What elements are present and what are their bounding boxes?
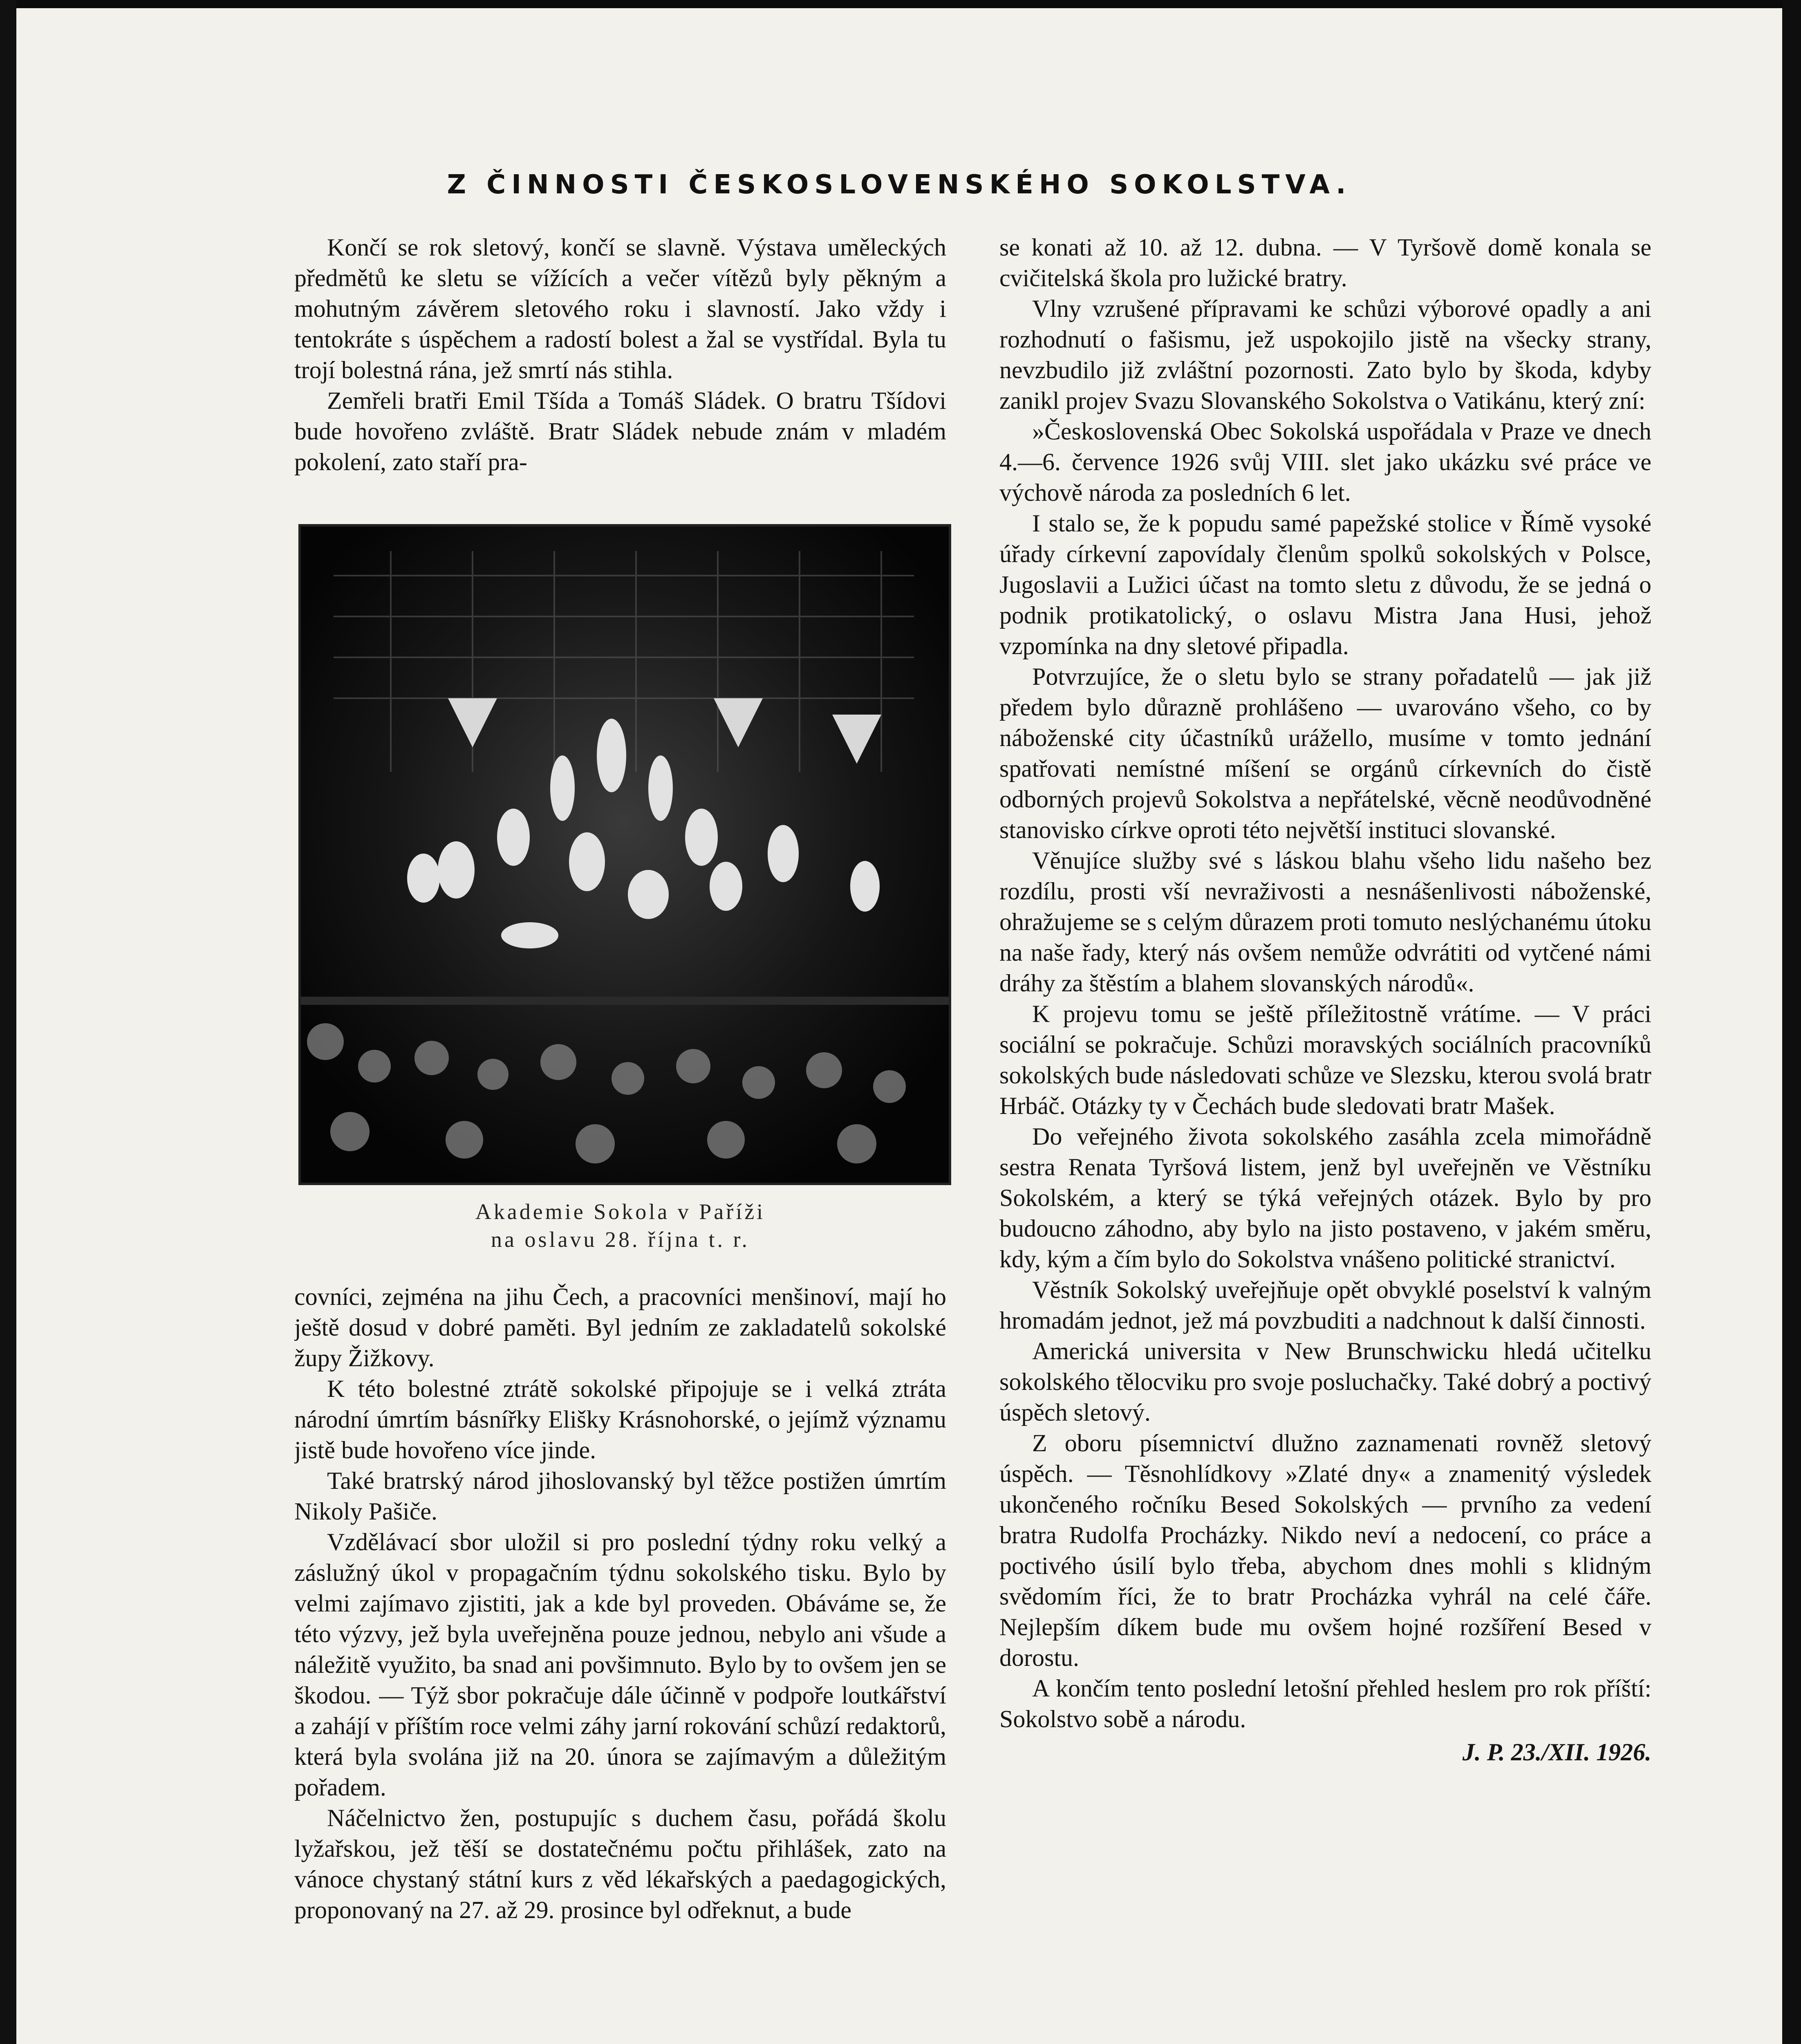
paragraph: Americká universita v New Brunschwicku hledá učitelku sokolského tělocviku pro svoje posluchačky. Také dobrý a poctivý úspěch sletový.	[999, 1338, 1651, 1426]
scan-border-left	[0, 0, 16, 2044]
paragraph: Potvrzujíce, že o sletu bylo se strany pořadatelů — jak již předem bylo důrazně prohlášeno — uvarováno všeho, co by náboženské city účastníků urážello, musíme v tomto jednání spatřovati nemístné míšení se orgánů církevních do čistě odborných projevů Sokolstva a nepřátelské, věcně neodůvodněné stanovisko církve oproti této největší instituci slovanské.	[999, 663, 1651, 843]
paragraph: Věnujíce služby své s láskou blahu všeho lidu našeho bez rozdílu, prosti vší nevraživosti a nesnášenlivosti náboženské, ohražujeme se s celým důrazem proti tomuto neslýchanému útoku na naše řady, který nás ovšem nemůže odvrátiti od vytčené námi dráhy za štěstím a blahem slovanských národů«.	[999, 847, 1651, 997]
paragraph: K této bolestné ztrátě sokolské připojuje se i velká ztráta národní úmrtím básnířky Elišky Krásnohorské, o jejímž významu jistě bude hovořeno více jinde.	[294, 1375, 946, 1464]
paragraph: Končí se rok sletový, končí se slavně. Výstava uměleckých předmětů ke sletu se vížících a večer vítězů byly pěkným a mohutným závěrem sletového roku i slavností. Jako vždy i tentokráte s úspěchem a radostí bolest a žal se vystřídal. Byla tu trojí bolestná rána, jež smrtí nás stihla.	[294, 234, 946, 383]
paragraph: K projevu tomu se ještě příležitostně vrátíme. — V práci sociální se pokračuje. Schůzi moravských sociálních pracovníků sokolských bude následovati schůze ve Slezsku, kterou svolá bratr Hrbáč. Otázky ty v Čechách bude sledovati bratr Mašek.	[999, 1000, 1651, 1119]
paragraph: A končím tento poslední letošní přehled heslem pro rok příští: Sokolstvo sobě a národu.	[999, 1675, 1651, 1732]
left-column-bottom	[294, 1282, 946, 2044]
right-column	[999, 232, 1651, 2039]
paragraph: se konati až 10. až 12. dubna. — V Tyršově domě konala se cvičitelská škola pro lužické bratry.	[999, 234, 1651, 291]
paragraph: I stalo se, že k popudu samé papežské stolice v Římě vysoké úřady církevní zapovídaly členům spolků sokolských v Polsce, Jugoslavii a Lužici účast na tomto sletu z důvodu, že se jedná o podnik protikatolický, o oslavu Mistra Jana Husi, jehož vzpomínka na dny sletové připadla.	[999, 510, 1651, 659]
running-header: Z ČINNOSTI ČESKOSLOVENSKÉHO SOKOLSTVA.	[447, 170, 1352, 200]
paragraph: Vzdělávací sbor uložil si pro poslední týdny roku velký a záslužný úkol v propagačním týdnu sokolského tisku. Bylo by velmi zajímavo zjistiti, jak a kde byl proveden. Obáváme se, že této výzvy, jež byla uveřejněna pouze jednou, nebylo ani všude a náležitě využito, ba snad ani povšimnuto. Bylo by to ovšem jen se škodou. — Týž sbor pokračuje dále účinně v podpoře loutkářství a zahájí v příštím roce velmi záhy jarní rokování schůzí redaktorů, která byla svolána již na 20. února se zajímavým a důležitým pořadem.	[294, 1529, 946, 1801]
caption-line: Akademie Sokola v Paříži	[475, 1199, 766, 1224]
caption-line: na oslavu 28. října t. r.	[491, 1227, 750, 1252]
paragraph: Náčelnictvo žen, postupujíc s duchem času, pořádá školu lyžařskou, jež těší se dostatečnému počtu přihlášek, zato na vánoce chystaný státní kurs z věd lékařských a paedagogických, proponovaný na 27. až 29. prosince byl odřeknut, a bude	[294, 1804, 946, 1923]
scan-border-right	[1782, 0, 1801, 2044]
paragraph: Zemřeli bratři Emil Tšída a Tomáš Sládek. O bratru Tšídovi bude hovořeno zvláště. Bratr Sládek nebude znám v mladém pokolení, zato staří pra-	[294, 387, 946, 475]
paragraph: Do veřejného života sokolského zasáhla zcela mimořádně sestra Renata Tyršová listem, jenž byl uveřejněn ve Věstníku Sokolském, a který se týká veřejných otázek. Bylo by pro budoucno záhodno, aby bylo na jisto postaveno, v jakém směru, kdy, kým a čím bylo do Sokolstva vnášeno politické stranictví.	[999, 1123, 1651, 1273]
paragraph: covníci, zejména na jihu Čech, a pracovníci menšinoví, mají ho ještě dosud v dobré paměti. Byl jedním ze zakladatelů sokolské župy Žižkovy.	[294, 1283, 946, 1372]
left-column-top	[294, 232, 946, 535]
photo-caption	[294, 1198, 946, 1253]
photo-sokol-academy-paris	[298, 524, 951, 1185]
paragraph: »Československá Obec Sokolská uspořádala v Praze ve dnech 4.—6. července 1926 svůj VIII. slet jako ukázku své práce ve výchově národa za posledních 6 let.	[999, 418, 1651, 506]
paper-sheet	[16, 8, 1782, 2044]
paragraph: Věstník Sokolský uveřejňuje opět obvyklé poselství k valným hromadám jednot, jež má povzbuditi a nadchnout k další činnosti.	[999, 1276, 1651, 1334]
signature: J. P. 23./XII. 1926.	[1462, 1739, 1651, 1766]
paragraph: Vlny vzrušené přípravami ke schůzi výborové opadly a ani rozhodnutí o fašismu, jež uspokojilo jistě na všecky strany, nevzbudilo již zvláštní pozornosti. Zato bylo by škoda, kdyby zanikl projev Svazu Slovanského Sokolstva o Vatikánu, který zní:	[999, 295, 1651, 414]
paragraph: Z oboru písemnictví dlužno zaznamenati rovněž sletový úspěch. — Těsnohlídkovy »Zlaté dny« a znamenitý výsledek ukončeného ročníku Besed Sokolských — prvního za vedení bratra Rudolfa Procházky. Nikdo neví a nedocení, co práce a poctivého úsilí bylo třeba, abychom dnes mohli s klidným svědomím říci, že to bratr Procházka vyhrál na celé čáře. Nejlepším díkem bude mu ovšem hojné rozšíření Besed v dorostu.	[999, 1430, 1651, 1671]
paragraph: Také bratrský národ jihoslovanský byl těžce postižen úmrtím Nikoly Pašiče.	[294, 1467, 946, 1525]
photo-image	[301, 527, 949, 1183]
